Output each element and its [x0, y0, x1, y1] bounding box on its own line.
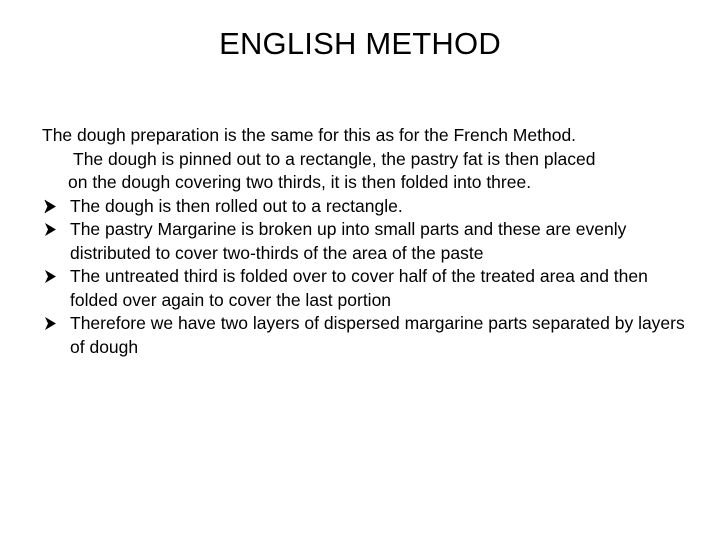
slide-body: [42, 124, 692, 359]
intro-paragraph: [42, 148, 692, 195]
list-item: [42, 312, 692, 359]
list-item: [42, 218, 692, 265]
bullet-text: The pastry Margarine is broken up into small parts and these are evenly distributed to cover two-thirds of the area of the paste: [70, 219, 627, 263]
arrow-bullet-icon: [42, 195, 60, 218]
list-item: [42, 195, 692, 219]
intro-line: The dough is pinned out to a rectangle, the pastry fat is then placed: [73, 148, 596, 169]
arrow-bullet-icon: [42, 312, 60, 335]
arrow-bullet-icon: [42, 265, 60, 288]
bullet-text: Therefore we have two layers of dispersed margarine parts separated by layers of dough: [70, 313, 685, 357]
bullet-list: [42, 195, 692, 360]
bullet-text: The untreated third is folded over to cover half of the treated area and then folded over again to cover the last portion: [70, 266, 648, 310]
bullet-text: The dough is then rolled out to a rectangle.: [70, 195, 403, 216]
intro-line: on the dough covering two thirds, it is then folded into three.: [68, 172, 532, 192]
arrow-bullet-icon: [42, 218, 60, 241]
intro-line: The dough preparation is the same for this as for the French Method.: [42, 125, 577, 145]
page-title: ENGLISH METHOD: [219, 26, 501, 61]
list-item: [42, 265, 692, 312]
